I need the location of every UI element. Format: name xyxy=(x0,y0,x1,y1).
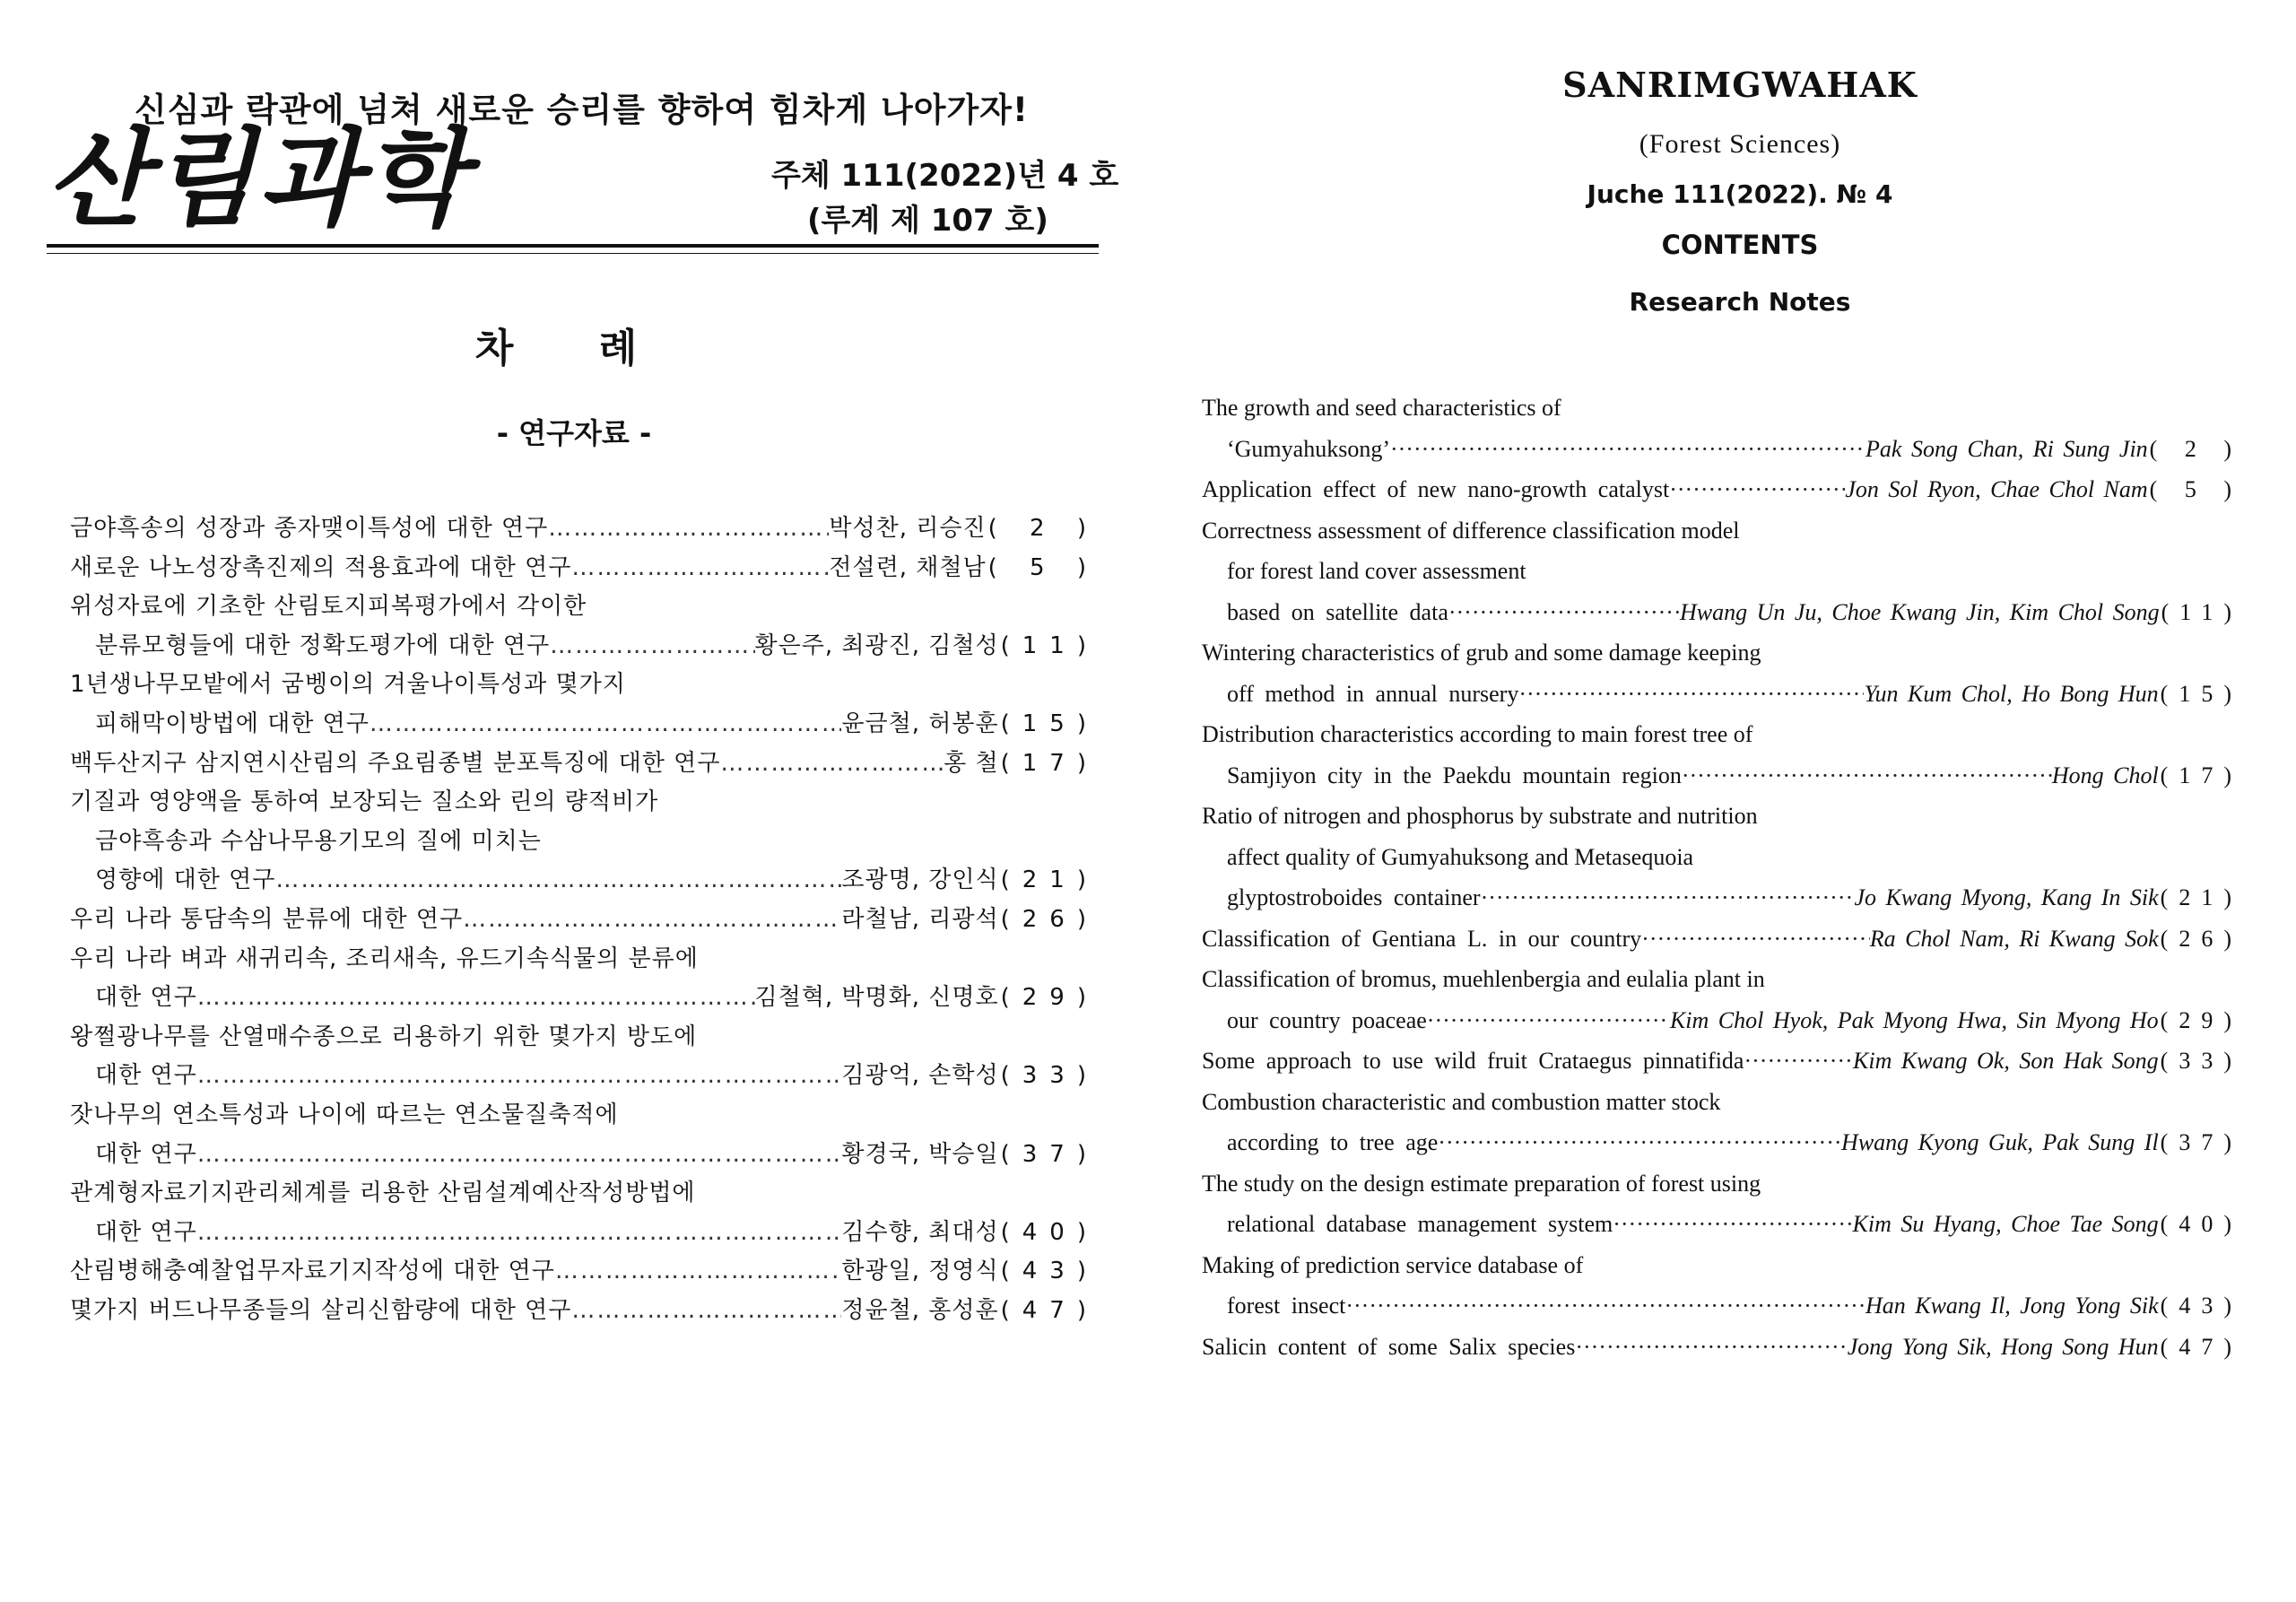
english-toc-page: (33) xyxy=(2160,1048,2242,1074)
korean-toc-entry xyxy=(70,1214,1099,1247)
english-toc-page: ( 2 ) xyxy=(2149,435,2242,462)
korean-toc-page: (33) xyxy=(1000,1062,1099,1090)
english-toc-page: (15) xyxy=(2160,680,2242,707)
english-toc-page: (37) xyxy=(2160,1129,2242,1155)
korean-toc-page: ( 5 ) xyxy=(987,553,1099,581)
korean-toc-dot-leader xyxy=(571,554,829,581)
korean-toc-authors: 홍 철 xyxy=(944,749,999,777)
korean-toc-row xyxy=(70,823,1099,862)
english-journal-subtitle: (Forest Sciences) xyxy=(1639,129,1841,159)
korean-toc-authors: 한광일, 정영식 xyxy=(841,1258,999,1285)
slogan: 신심과 락관에 넘쳐 새로운 승리를 향하여 힘차게 나아가자! xyxy=(135,91,1029,129)
english-toc-row xyxy=(1202,681,2242,720)
korean-toc-title: 1년생나무모밭에서 굼벵이의 겨울나이특성과 몇가지 xyxy=(70,671,626,699)
english-toc-title: affect quality of Gumyahuksong and Metasequoia xyxy=(1227,843,1694,870)
korean-toc-page: (11) xyxy=(1000,631,1099,659)
english-toc-title: Classification of Gentiana L. in our country xyxy=(1202,925,1642,952)
english-toc-authors: Jong Yong Sik, Hong Song Hun xyxy=(1847,1333,2159,1360)
english-toc-entry xyxy=(1202,1129,2242,1156)
english-toc-row xyxy=(1202,803,2242,842)
english-toc-row xyxy=(1202,762,2242,802)
english-toc-title: for forest land cover assessment xyxy=(1227,558,1526,584)
english-toc-page: (47) xyxy=(2160,1333,2242,1360)
english-toc-authors: Han Kwang Il, Jong Yong Sik xyxy=(1865,1293,2159,1319)
korean-toc-title: 위성자료에 기초한 산림토지피복평가에서 각이한 xyxy=(70,593,587,621)
korean-toc-row xyxy=(70,979,1099,1018)
english-toc-authors: Yun Kum Chol, Ho Bong Hun xyxy=(1864,680,2159,707)
english-toc-row xyxy=(1202,476,2242,516)
korean-toc-page: (21) xyxy=(1000,866,1099,894)
english-toc-title: off method in annual nursery xyxy=(1227,680,1519,707)
english-toc-authors: Hwang Un Ju, Choe Kwang Jin, Kim Chol Song xyxy=(1679,598,2160,625)
english-toc-row xyxy=(1202,1211,2242,1250)
english-toc-title: Wintering characteristics of grub and some damage keeping xyxy=(1202,640,1761,666)
english-toc-dot-leader xyxy=(1345,1293,1866,1319)
english-toc-row xyxy=(1202,966,2242,1006)
korean-toc-authors: 황은주, 최광진, 김철성 xyxy=(754,631,999,659)
korean-toc-dot-leader xyxy=(571,1297,841,1324)
korean-toc-row xyxy=(70,666,1099,705)
english-toc-dot-leader xyxy=(1448,599,1680,626)
korean-toc-entry xyxy=(70,705,1099,738)
korean-toc-entry xyxy=(70,1057,1099,1090)
english-toc-entry xyxy=(1202,1293,2242,1319)
korean-toc-row xyxy=(70,1057,1099,1096)
journal-masthead-title: 산림과학 xyxy=(47,116,470,240)
english-toc-entry xyxy=(1202,926,2242,953)
korean-toc-row xyxy=(70,783,1099,823)
korean-toc-dot-leader xyxy=(197,984,755,1011)
korean-toc-authors: 윤금철, 허봉훈 xyxy=(841,710,999,737)
english-toc-entry xyxy=(1202,762,2242,789)
korean-toc-row xyxy=(70,901,1099,940)
korean-toc-title: 기질과 영양액을 통하여 보장되는 질소와 린의 량적비가 xyxy=(70,788,659,816)
english-toc-authors: Hong Chol xyxy=(2051,762,2159,788)
section-heading: - 연구자료 - xyxy=(496,416,652,450)
korean-toc-dot-leader xyxy=(275,866,841,893)
korean-toc-authors: 박성찬, 리승진 xyxy=(829,515,987,542)
english-toc-title: Some approach to use wild fruit Crataegus pinnatifida xyxy=(1202,1048,1744,1074)
english-toc-entry xyxy=(1202,1048,2242,1075)
english-toc-page: (26) xyxy=(2160,925,2242,952)
korean-toc-dot-leader xyxy=(197,1062,842,1089)
korean-toc-authors: 김광억, 손학성 xyxy=(841,1062,999,1090)
english-toc-authors: Kim Chol Hyok, Pak Myong Hwa, Sin Myong Ho xyxy=(1669,1006,2159,1033)
english-toc-entry xyxy=(1202,599,2242,626)
english-toc-entry xyxy=(1202,476,2242,503)
korean-toc-page: (15) xyxy=(1000,710,1099,737)
english-toc-authors: Kim Su Hyang, Choe Tae Song xyxy=(1852,1211,2159,1237)
english-toc-row xyxy=(1202,1171,2242,1210)
cumulative-issue-number: (루계 제 107 호) xyxy=(807,203,1048,239)
korean-toc-title: 대한 연구 xyxy=(95,1218,197,1246)
english-toc-dot-leader xyxy=(1613,1211,1852,1238)
korean-toc-title: 우리 나라 벼과 새귀리속, 조리새속, 유드기속식물의 분류에 xyxy=(70,945,699,972)
korean-toc-title: 대한 연구 xyxy=(95,984,197,1012)
english-toc-dot-leader xyxy=(1390,436,1866,463)
korean-toc-row xyxy=(70,1096,1099,1136)
english-toc-entry xyxy=(1202,1211,2242,1238)
korean-toc-dot-leader xyxy=(548,515,829,542)
english-toc-entry xyxy=(1202,681,2242,708)
korean-toc-title: 대한 연구 xyxy=(95,1062,197,1090)
korean-toc-title: 대한 연구 xyxy=(95,1140,197,1168)
english-toc-entry xyxy=(1202,884,2242,911)
english-toc-row xyxy=(1202,640,2242,679)
english-toc-dot-leader xyxy=(1427,1007,1670,1034)
english-toc-title: Combustion characteristic and combustion matter stock xyxy=(1202,1088,1721,1115)
korean-toc-authors: 김철혁, 박명화, 신명호 xyxy=(754,984,999,1012)
korean-toc-entry xyxy=(70,979,1099,1012)
english-toc-row xyxy=(1202,1293,2242,1332)
english-toc-title: according to tree age xyxy=(1227,1129,1439,1155)
korean-toc-entry xyxy=(70,861,1099,894)
english-toc-row xyxy=(1202,884,2242,924)
english-section-heading: Research Notes xyxy=(1629,287,1851,317)
korean-toc-title: 잣나무의 연소특성과 나이에 따르는 연소물질축적에 xyxy=(70,1101,619,1128)
english-toc-authors: Ra Chol Nam, Ri Kwang Sok xyxy=(1869,925,2159,952)
korean-toc-entry xyxy=(70,549,1099,582)
korean-toc-row xyxy=(70,940,1099,979)
korean-toc-dot-leader xyxy=(197,1219,842,1246)
korean-toc-page: ( 2 ) xyxy=(987,515,1099,542)
korean-toc-title: 분류모형들에 대한 정확도평가에 대한 연구 xyxy=(95,631,551,659)
english-toc-entry xyxy=(1202,1334,2242,1361)
korean-toc-row xyxy=(70,1214,1099,1253)
korean-toc-page: (17) xyxy=(1000,749,1099,777)
korean-toc-title: 몇가지 버드나무종들의 살리신함량에 대한 연구 xyxy=(70,1297,572,1324)
korean-toc-row xyxy=(70,549,1099,588)
korean-toc-dot-leader xyxy=(197,1141,842,1168)
korean-toc-row xyxy=(70,1136,1099,1175)
english-toc-page: (43) xyxy=(2160,1293,2242,1319)
english-toc-authors: Pak Song Chan, Ri Sung Jin xyxy=(1866,435,2148,462)
english-toc-row xyxy=(1202,558,2242,597)
english-toc-entry xyxy=(1202,436,2242,463)
english-issue-number: Juche 111(2022). № 4 xyxy=(1587,179,1893,209)
english-toc-dot-leader xyxy=(1575,1334,1847,1361)
korean-toc-row xyxy=(70,1292,1099,1331)
korean-toc-title: 금야흑송과 수삼나무용기모의 질에 미치는 xyxy=(95,827,542,855)
english-toc-page: ( 5 ) xyxy=(2149,476,2242,502)
korean-toc-authors: 김수향, 최대성 xyxy=(841,1218,999,1246)
korean-toc-entry xyxy=(70,627,1099,660)
korean-toc-row xyxy=(70,1252,1099,1292)
korean-toc-entry xyxy=(70,901,1099,934)
korean-toc-row xyxy=(70,1018,1099,1058)
korean-toc-authors: 황경국, 박승일 xyxy=(841,1140,999,1168)
english-toc-authors: Hwang Kyong Guk, Pak Sung Il xyxy=(1841,1129,2159,1155)
korean-toc-row xyxy=(70,705,1099,744)
english-toc-title: based on satellite data xyxy=(1227,598,1448,625)
korean-toc-page: (40) xyxy=(1000,1218,1099,1246)
english-toc-dot-leader xyxy=(1518,681,1864,708)
korean-toc-authors: 라철남, 리광석 xyxy=(841,906,999,933)
english-toc-page: (11) xyxy=(2161,598,2242,625)
english-toc-row xyxy=(1202,395,2242,434)
english-toc-page: (21) xyxy=(2160,884,2242,910)
english-toc-dot-leader xyxy=(1669,476,1845,503)
english-toc-title: relational database management system xyxy=(1227,1211,1613,1237)
korean-toc-row xyxy=(70,627,1099,666)
korean-toc-title: 새로운 나노성장촉진제의 적용효과에 대한 연구 xyxy=(70,553,572,581)
english-toc-row xyxy=(1202,844,2242,884)
english-contents-heading: CONTENTS xyxy=(1661,230,1819,260)
korean-toc-dot-leader xyxy=(550,632,754,659)
english-toc-page: (29) xyxy=(2160,1006,2242,1033)
contents-heading: 차 례 xyxy=(474,326,674,371)
english-toc-dot-leader xyxy=(1481,884,1855,911)
english-toc-title: Making of prediction service database of xyxy=(1202,1251,1584,1278)
english-toc-title: Application effect of new nano-growth catalyst xyxy=(1202,476,1670,502)
english-toc-row xyxy=(1202,1089,2242,1128)
korean-toc-title: 왕쩔광나무를 산열매수종으로 리용하기 위한 몇가지 방도에 xyxy=(70,1023,698,1050)
korean-toc-authors: 정윤철, 홍성훈 xyxy=(841,1297,999,1324)
korean-toc-row xyxy=(70,1174,1099,1214)
korean-toc-page: (37) xyxy=(1000,1140,1099,1168)
english-toc-title: Salicin content of some Salix species xyxy=(1202,1333,1576,1360)
english-toc-authors: Jon Sol Ryon, Chae Chol Nam xyxy=(1845,476,2148,502)
korean-toc-row xyxy=(70,861,1099,901)
korean-toc-dot-leader xyxy=(555,1258,842,1284)
english-toc-page: (17) xyxy=(2160,762,2242,788)
korean-toc-page: (43) xyxy=(1000,1258,1099,1285)
korean-toc-title: 우리 나라 통담속의 분류에 대한 연구 xyxy=(70,906,464,933)
english-toc-title: glyptostroboides container xyxy=(1227,884,1481,910)
korean-toc-page: (26) xyxy=(1000,906,1099,933)
korean-toc-authors: 조광명, 강인식 xyxy=(841,866,999,894)
english-journal-title: SANRIMGWAHAK xyxy=(1562,65,1918,105)
english-toc-row xyxy=(1202,1334,2242,1373)
english-toc-page: (40) xyxy=(2160,1211,2242,1237)
english-toc-row xyxy=(1202,721,2242,761)
korean-toc-row xyxy=(70,588,1099,627)
korean-toc-title: 백두산지구 삼지연시산림의 주요림종별 분포특징에 대한 연구 xyxy=(70,749,721,777)
korean-toc-entry xyxy=(70,509,1099,543)
english-toc-row xyxy=(1202,599,2242,639)
masthead-rule-thin xyxy=(47,253,1099,254)
korean-toc-row xyxy=(70,744,1099,784)
english-toc-title: Samjiyon city in the Paekdu mountain region xyxy=(1227,762,1682,788)
masthead-rule-thick xyxy=(47,244,1099,248)
issue-number: 주체 111(2022)년 4 호 xyxy=(771,158,1119,194)
english-toc-row xyxy=(1202,436,2242,475)
korean-toc-page: (47) xyxy=(1000,1297,1099,1324)
english-toc-title: ‘Gumyahuksong’ xyxy=(1227,435,1390,462)
english-toc-title: Correctness assessment of difference classification model xyxy=(1202,517,1740,544)
english-toc-row xyxy=(1202,1252,2242,1292)
korean-toc-dot-leader xyxy=(720,750,944,777)
english-toc-title: our country poaceae xyxy=(1227,1006,1427,1033)
english-toc-entry xyxy=(1202,1007,2242,1034)
english-toc-authors: Jo Kwang Myong, Kang In Sik xyxy=(1854,884,2159,910)
english-toc-title: Distribution characteristics according to main forest tree of xyxy=(1202,721,1753,747)
english-toc-dot-leader xyxy=(1438,1129,1841,1156)
korean-toc-dot-leader xyxy=(370,710,842,737)
english-toc-title: Ratio of nitrogen and phosphorus by substrate and nutrition xyxy=(1202,803,1758,829)
english-toc-row xyxy=(1202,926,2242,965)
english-toc-dot-leader xyxy=(1641,926,1870,953)
korean-toc-dot-leader xyxy=(463,906,841,933)
english-toc-row xyxy=(1202,1007,2242,1047)
korean-toc-row xyxy=(70,509,1099,549)
english-toc-dot-leader xyxy=(1744,1048,1853,1075)
korean-toc-title: 피해막이방법에 대한 연구 xyxy=(95,710,370,737)
korean-toc-entry xyxy=(70,1252,1099,1285)
english-toc-dot-leader xyxy=(1682,762,2052,789)
english-toc-row xyxy=(1202,1048,2242,1087)
english-toc-title: forest insect xyxy=(1227,1293,1346,1319)
korean-toc-entry xyxy=(70,1292,1099,1325)
english-toc-authors: Kim Kwang Ok, Son Hak Song xyxy=(1853,1048,2159,1074)
korean-toc-title: 관계형자료기지관리체계를 리용한 산림설계예산작성방법에 xyxy=(70,1180,696,1207)
korean-toc-entry xyxy=(70,744,1099,778)
korean-toc-page: (29) xyxy=(1000,984,1099,1012)
korean-toc-title: 영향에 대한 연구 xyxy=(95,866,276,894)
english-toc-row xyxy=(1202,518,2242,557)
korean-toc-title: 금야흑송의 성장과 종자맺이특성에 대한 연구 xyxy=(70,515,549,542)
korean-toc-entry xyxy=(70,1136,1099,1169)
english-toc-title: Classification of bromus, muehlenbergia and eulalia plant in xyxy=(1202,966,1765,992)
korean-toc-authors: 전설련, 채철남 xyxy=(829,553,987,581)
english-toc-title: The study on the design estimate preparation of forest using xyxy=(1202,1170,1761,1197)
english-toc-row xyxy=(1202,1129,2242,1169)
korean-toc-title: 산림병해충예찰업무자료기지작성에 대한 연구 xyxy=(70,1258,555,1285)
english-toc-title: The growth and seed characteristics of xyxy=(1202,395,1561,421)
